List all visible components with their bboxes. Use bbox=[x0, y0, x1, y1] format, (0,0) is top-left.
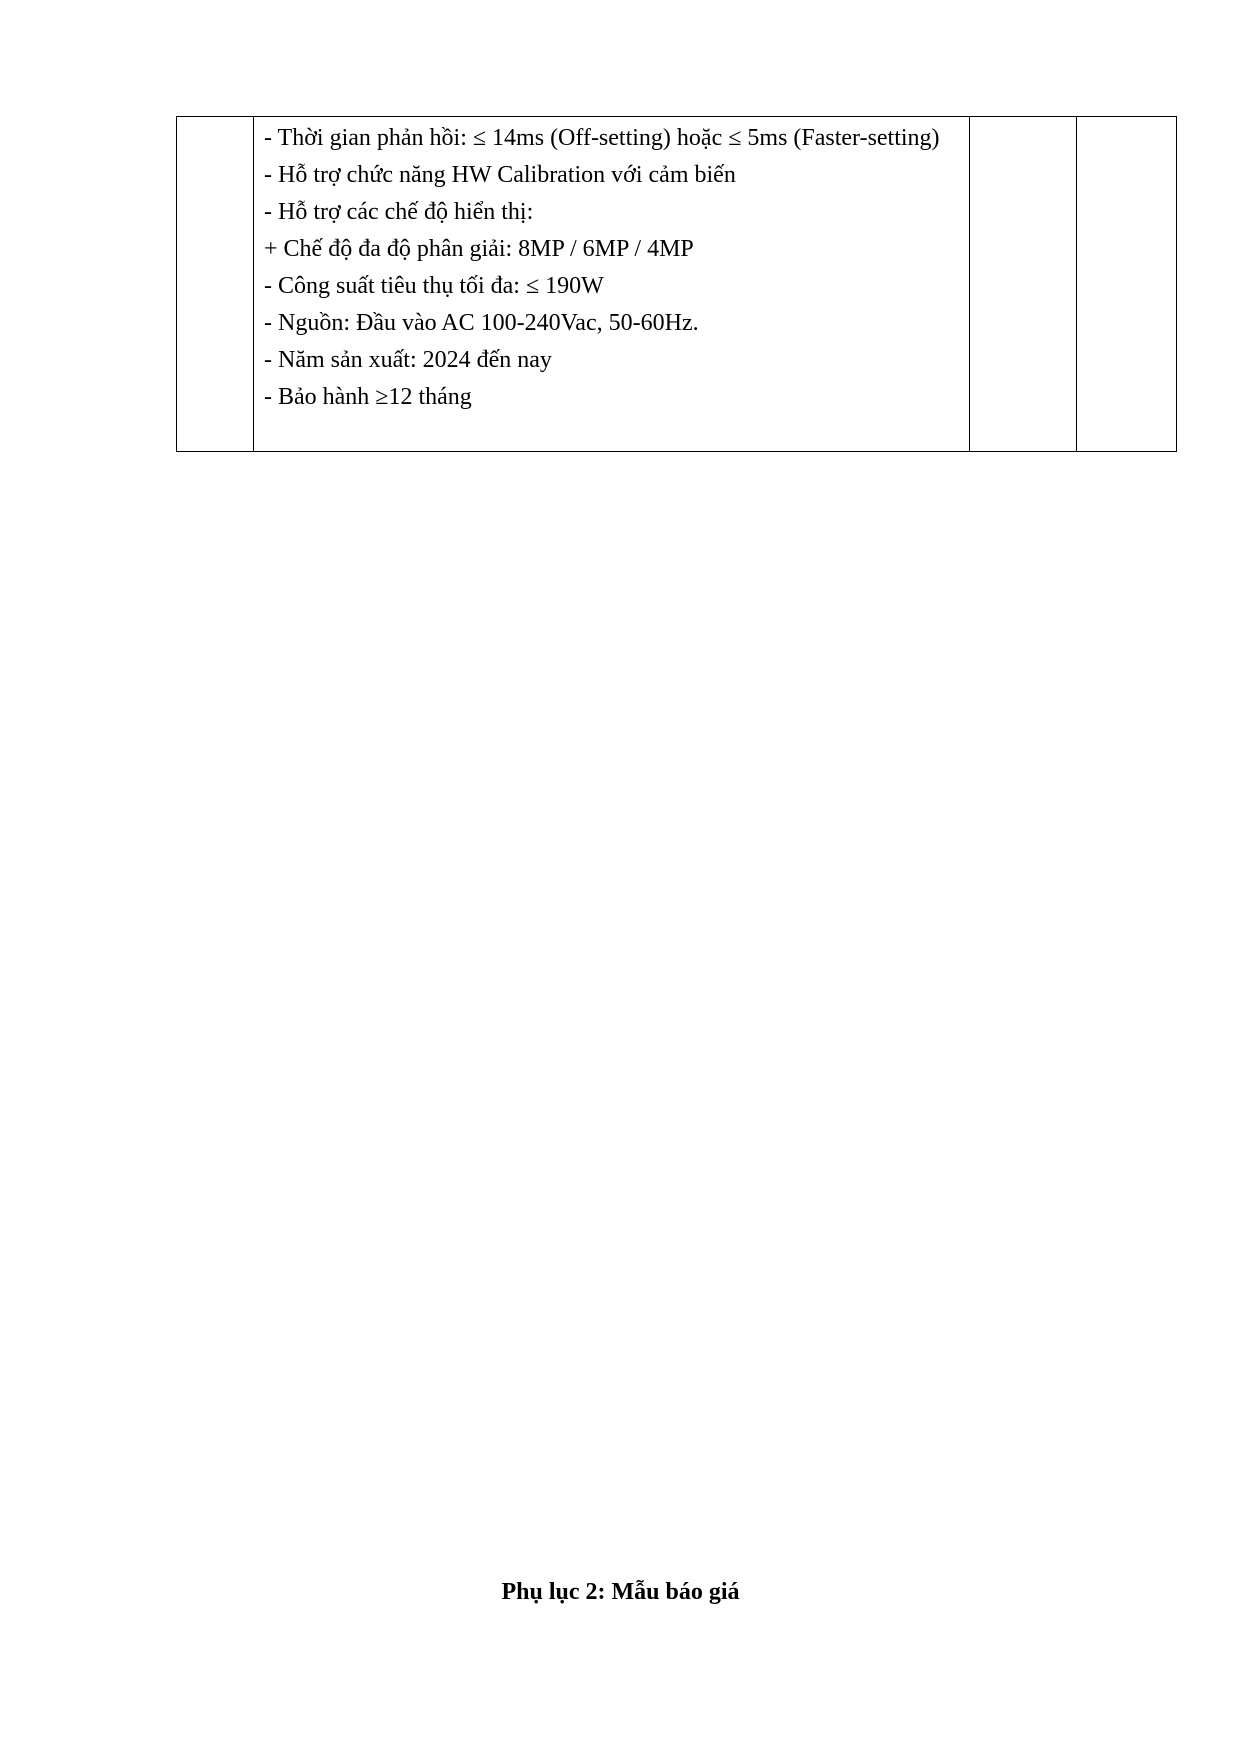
spec-cell bbox=[254, 117, 970, 452]
spec-line-multi-resolution: + Chế độ đa độ phân giải: 8MP / 6MP / 4MP bbox=[264, 236, 694, 262]
appendix-title: Phụ lục 2: Mẫu báo giá bbox=[501, 1579, 740, 1605]
spec-line-response-time: - Thời gian phản hồi: ≤ 14ms (Off-setting) hoặc ≤ 5ms (Faster-setting) bbox=[264, 125, 940, 151]
spec-table bbox=[176, 116, 1177, 452]
empty-cell bbox=[1077, 117, 1177, 452]
empty-cell bbox=[970, 117, 1077, 452]
spec-line-display-modes: - Hỗ trợ các chế độ hiển thị: bbox=[264, 199, 534, 225]
spec-line-production-year: - Năm sản xuất: 2024 đến nay bbox=[264, 347, 552, 373]
spec-line-power-source: - Nguồn: Đầu vào AC 100-240Vac, 50-60Hz. bbox=[264, 310, 699, 336]
spec-line-power-consumption: - Công suất tiêu thụ tối đa: ≤ 190W bbox=[264, 273, 604, 299]
spec-line-hw-calibration: - Hỗ trợ chức năng HW Calibration với cảm biến bbox=[264, 162, 736, 188]
stt-cell bbox=[177, 117, 254, 452]
table-row bbox=[177, 117, 1177, 452]
spec-line-warranty: - Bảo hành ≥12 tháng bbox=[264, 384, 472, 410]
